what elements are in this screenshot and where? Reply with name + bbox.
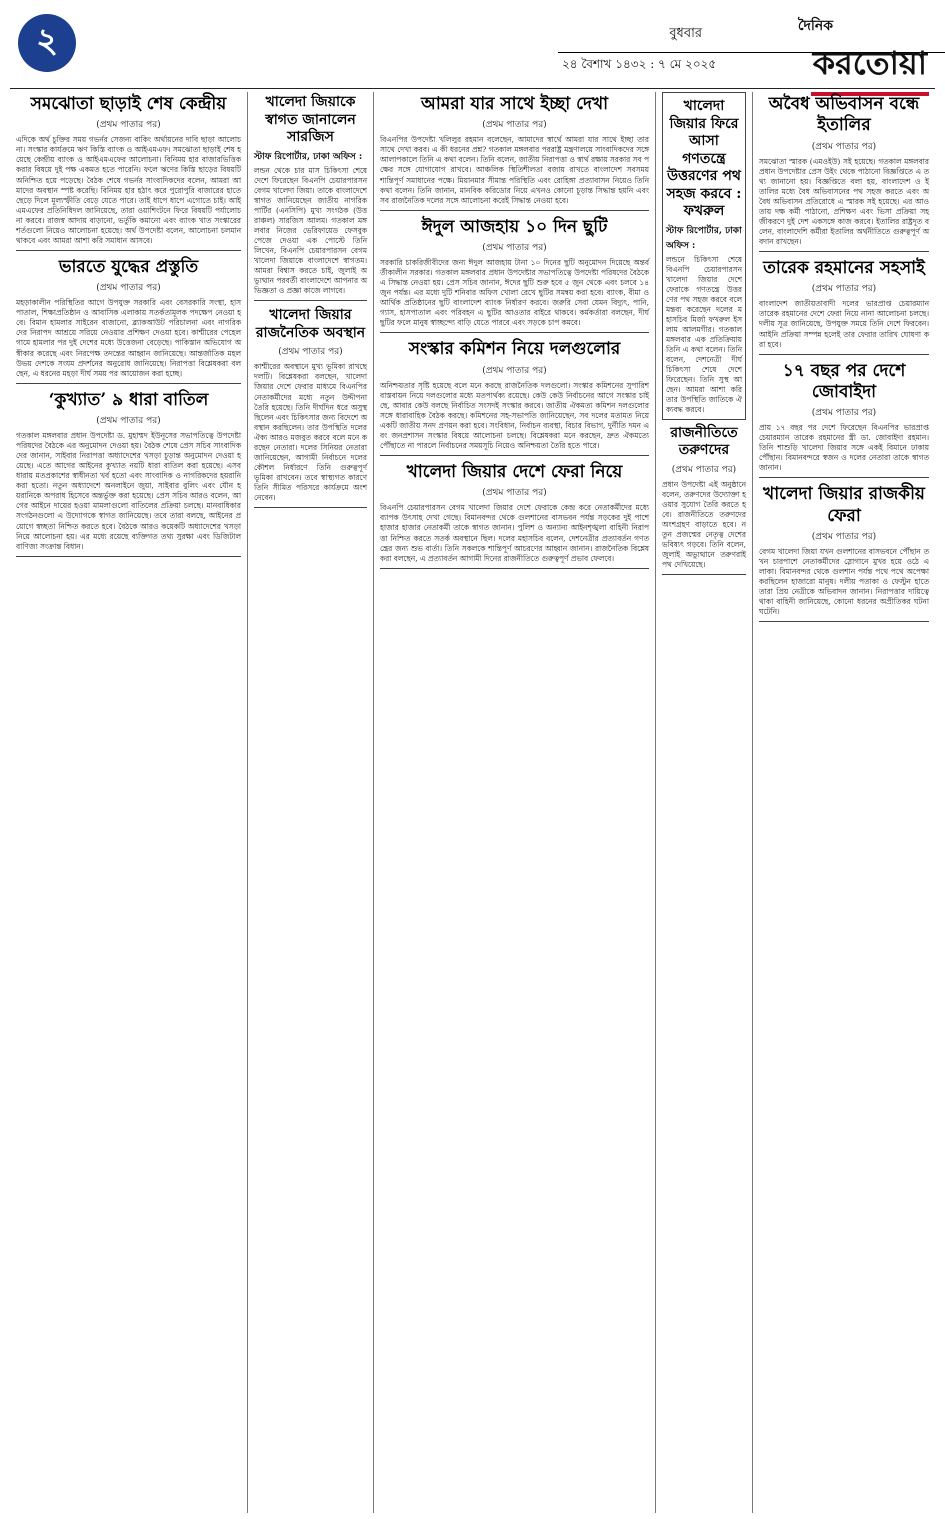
story-headline: অবৈধ অভিবাসন বন্ধে ইতালির <box>768 94 920 136</box>
story-india-war <box>16 257 241 384</box>
column-3 <box>374 92 656 1513</box>
story-body: প্রধান উপদেষ্টা এই অনুষ্ঠানে বলেন, তরুণদের উদ্যোক্তা হওয়ার সুযোগ তৈরি করতে হবে। রাজনীতিতে তরুণদের অংশগ্রহণ বাড়াতে হবে। নতুন প্রজন্মের নেতৃত্ব দেশের ভবিষ্যৎ গড়বে। তিনি বলেন, জুলাই অভ্যুত্থানে তরুণরাই পথ দেখিয়েছে। <box>662 479 746 569</box>
story-byline: (প্রথম পাতার পর) <box>671 464 737 475</box>
story-byline: (প্রথম পাতার পর) <box>96 415 161 426</box>
column-4 <box>656 92 753 1513</box>
logo-small-text: দৈনিক <box>797 18 833 34</box>
story-headline: ‘কুখ্যাত’ ৯ ধারা বাতিল <box>48 389 209 410</box>
story-headline: সমঝোতা ছাড়াই শেষ কেন্দ্রীয় <box>30 94 227 114</box>
issue-date: ২৪ বৈশাখ ১৪৩২ : ৭ মে ২০২৫ <box>562 57 717 71</box>
story-body: মহড়াকালীন পরিস্থিতির আগে উপযুক্ত সরকারি এবং বেসরকারি সংস্থা, হাসপাতাল, শিক্ষাপ্রতিষ্ঠান ও আবাসিক এলাকায় সতর্কতামূলক পদক্ষেপ নেওয়া হবে। বিমান হামলার সাইরেন বাজানো, ব্ল্যাকআউট পরিচালনা এবং নাগরিকদের নিরাপদ আশ্রয়ে সরিয়ে নেওয়ার প্রশিক্ষণ দেওয়া হবে। কাশ্মীরের পেহেলগামে হামলার পর দুই দেশের মধ্যে উত্তেজনা বেড়েছে। পাকিস্তান অভিযোগ অস্বীকার করেছে এবং নিরপেক্ষ তদন্তের আহ্বান জানিয়েছে। আন্তর্জাতিক মহল উভয় দেশকে সংযম প্রদর্শনের অনুরোধ জানিয়েছে। নিরাপত্তা বিশ্লেষকরা বলছেন, এ ধরনের মহড়া দীর্ঘ সময় পর আয়োজন করা হচ্ছে। <box>16 298 241 378</box>
story-headline: ১৭ বছর পর দেশে জোবাইদা <box>782 360 906 402</box>
story-khaleda-position <box>254 307 367 508</box>
story-body: কাশ্মীরের অবস্থানে মুখ্য ভূমিকা রাখছে দলটি। বিশ্লেষকরা বলছেন, খালেদা জিয়ার দেশে ফেরার মাধ্যমে বিএনপির নেতাকর্মীদের মধ্যে নতুন উদ্দীপনা তৈরি হয়েছে। তিনি দীর্ঘদিন ধরে অসুস্থ ছিলেন এবং চিকিৎসার জন্য বিদেশে অবস্থান করছিলেন। তার উপস্থিতি দলের ঐক্য আরও মজবুত করবে বলে মনে করছেন নেতারা। দলের সিনিয়র নেতারা জানিয়েছেন, আগামী নির্বাচনে দলের কৌশল নির্ধারণে তিনি গুরুত্বপূর্ণ ভূমিকা রাখবেন। তবে স্বাস্থ্যগত কারণে তিনি সীমিত পরিসরে কার্যক্রমে অংশ নেবেন। <box>254 362 367 503</box>
story-byline: (প্রথম পাতার পর) <box>482 242 547 253</box>
story-nine-sections <box>16 390 241 557</box>
story-body: লন্ডনে চিকিৎসা শেষে বিএনপি চেয়ারপারসন খালেদা জিয়ার দেশে ফেরাকে গণতন্ত্রে উত্তরণের পথ সহজ করবে বলে মন্তব্য করেছেন দলের মহাসচিব মির্জা ফখরুল ইসলাম আলমগীর। গতকাল মঙ্গলবার এক প্রতিক্রিয়ায় তিনি এ কথা বলেন। তিনি বলেন, দেশনেত্রী দীর্ঘ চিকিৎসা শেষে দেশে ফিরেছেন। তিনি সুস্থ আছেন। আমরা আশা করি তার উপস্থিতি জাতিকে ঐক্যবদ্ধ করবে। <box>666 254 742 415</box>
story-body: বিএনপির উপদেষ্টা খলিলুর রহমান বলেছেন, আমাদের স্বার্থে আমরা যার সাথে ইচ্ছা তার সাথে দেখা করব। এ কী ধরনের প্রশ্ন? গতকাল মঙ্গলবার পররাষ্ট্র মন্ত্রণালয়ে সাংবাদিকদের সঙ্গে আলাপকালে তিনি এ কথা বলেন। তিনি বলেন, জাতীয় নিরাপত্তা ও স্বার্থ রক্ষায় সরকার সব পক্ষের সঙ্গে যোগাযোগ রাখবে। আঞ্চলিক স্থিতিশীলতা বজায় রাখতে বাংলাদেশ সবসময় শান্তিপূর্ণ সমাধানের পক্ষে। মিয়ানমার সীমান্ত পরিস্থিতি এবং রোহিঙ্গা প্রত্যাবাসন নিয়েও তিনি কথা বলেন। তিনি জানান, মানবিক করিডোর নিয়ে এখনও কোনো চূড়ান্ত সিদ্ধান্ত হয়নি এবং সব রাজনৈতিক দলের সঙ্গে আলোচনা করেই সিদ্ধান্ত নেওয়া হবে। <box>380 135 649 205</box>
story-body: এদিকে অর্থ চুক্তির সময় গভর্নর সেজন্য বাকিং অর্থায়নের দাবি ছাড়া আলোচনা। সংস্কার কার্যক্রমে ঋণ কিস্তি ব্যাংক ও আইএমএফ। সমঝোতা ছাড়াই শেষ হয়েছে কেন্দ্রীয় ব্যাংক ও আইএমএফের আলোচনা। বিনিময় হার বাজারভিত্তিক করার বিষয়ে দুই পক্ষ একমত হতে পারেনি। ফলে ঋণের কিস্তি ছাড়ের বিষয়টি অনিশ্চিত হয়ে পড়েছে। বৈঠক শেষে গভর্নর সাংবাদিকদের বলেন, আমরা আমাদের অবস্থান স্পষ্ট করেছি। বিনিময় হার হঠাৎ করে পুরোপুরি বাজারের হাতে ছেড়ে দিলে মূল্যস্ফীতি বেড়ে যেতে পারে। তাই ধাপে ধাপে এগোতে চাই। আইএমএফের প্রতিনিধিদল জানিয়েছে, তারা ওয়াশিংটনে ফিরে বিষয়টি পর্যালোচনা করবে। রাজস্ব আদায় বাড়ানো, ভর্তুকি কমানো এবং ব্যাংক খাত সংস্কারের শর্তগুলো নিয়েও আলোচনা হয়েছে। অর্থ উপদেষ্টা বলেন, আলোচনা চলমান থাকবে এবং আমরা আশা করি সমাধান আসবে। <box>16 135 241 245</box>
story-reform-commission <box>380 339 649 456</box>
column-2 <box>248 92 374 1513</box>
story-headline: খালেদা জিয়ার রাজকীয় ফেরা <box>763 484 925 526</box>
story-byline: (প্রথম পাতার পর) <box>278 347 343 358</box>
story-headline: ভারতে যুদ্ধের প্রস্তুতি <box>58 256 199 277</box>
story-meet-anyone <box>380 94 649 211</box>
story-headline: ঈদুল আজহায় ১০ দিন ছুটি <box>421 216 608 237</box>
story-tarique <box>759 258 929 355</box>
issue-day: বুধবার <box>669 26 702 41</box>
story-body: প্রায় ১৭ বছর পর দেশে ফিরেছেন বিএনপির ভারপ্রাপ্ত চেয়ারম্যান তারেক রহমানের স্ত্রী ডা. জোবাইদা রহমান। তিনি শাশুড়ি খালেদা জিয়ার সঙ্গে একই বিমানে ঢাকায় পৌঁছান। বিমানবন্দরে স্বজন ও দলের নেতারা তাকে স্বাগত জানান। <box>759 423 929 473</box>
story-byline: (প্রথম পাতার পর) <box>811 408 877 419</box>
column-1 <box>10 92 248 1513</box>
story-fakhrul <box>662 92 746 420</box>
story-body: সমঝোতা স্মারক (এমওইউ) সই হয়েছে। গতকাল মঙ্গলবার প্রধান উপদেষ্টার প্রেস উইং থেকে পাঠানো বিজ্ঞপ্তিতে এ তথ্য জানানো হয়। বিজ্ঞপ্তিতে বলা হয়, বাংলাদেশ ও ইতালির মধ্যে বৈধ অভিবাসনের পথ সহজ করতে এবং অবৈধ অভিবাসন প্রতিরোধে এ স্মারক সই হয়েছে। এর আওতায় দক্ষ কর্মী পাঠানো, প্রশিক্ষণ এবং ভিসা প্রক্রিয়া সহজীকরণে দুই দেশ একসঙ্গে কাজ করবে। ইতালির রাষ্ট্রদূত বলেন, বাংলাদেশি কর্মীরা ইতালির অর্থনীতিতে গুরুত্বপূর্ণ অবদান রাখছেন। <box>759 156 929 246</box>
story-body: অনিশ্চয়তার সৃষ্টি হয়েছে বলে মনে করছে রাজনৈতিক দলগুলো। সংস্কার কমিশনের সুপারিশ বাস্তবায়ন নিয়ে দলগুলোর মধ্যে মতপার্থক্য রয়েছে। কেউ কেউ নির্বাচনের আগে সংস্কার চাইছে, আবার কেউ বলছে নির্বাচিত সংসদই সংস্কার করবে। জাতীয় ঐকমত্য কমিশন দলগুলোর সঙ্গে ধারাবাহিক বৈঠক করছে। কমিশনের সহ-সভাপতি জানিয়েছেন, সব দলের মতামত নিয়ে একটি জাতীয় সনদ প্রণয়ন করা হবে। সংবিধান, নির্বাচন ব্যবস্থা, বিচার বিভাগ, দুর্নীতি দমন এবং জনপ্রশাসন সংস্কার বিষয়ে আলোচনা চলছে। বিশ্লেষকরা মনে করছেন, দ্রুত ঐকমত্যে পৌঁছাতে না পারলে নির্বাচনের সময়সূচি নিয়েও অনিশ্চয়তা তৈরি হতে পারে। <box>380 380 649 450</box>
story-byline: (প্রথম পাতার পর) <box>96 283 161 294</box>
story-byline: (প্রথম পাতার পর) <box>482 488 547 499</box>
masthead <box>10 8 935 89</box>
story-italy-migration <box>759 94 929 252</box>
story-byline: (প্রথম পাতার পর) <box>96 120 161 131</box>
story-headline: আমরা যার সাথে ইচ্ছা দেখা <box>420 94 609 114</box>
story-byline: (প্রথম পাতার পর) <box>811 531 877 542</box>
story-credit: স্টাফ রিপোর্টার, ঢাকা অফিস : <box>666 225 742 251</box>
logo-main-text: করতোয়া <box>811 38 929 96</box>
story-sarjis <box>254 94 367 301</box>
story-body: বাংলাদেশ জাতীয়তাবাদী দলের ভারপ্রাপ্ত চেয়ারম্যান তারেক রহমানের দেশে ফেরা নিয়ে নানা আলোচনা চলছে। দলীয় সূত্র জানিয়েছে, উপযুক্ত সময়ে তিনি দেশে ফিরবেন। আইনি প্রক্রিয়া সম্পন্ন হলেই তার ফেরার তারিখ ঘোষণা করা হবে। <box>759 299 929 349</box>
story-youth-politics <box>662 425 746 576</box>
story-headline: খালেদা জিয়াকে স্বাগত জানালেন সারজিস <box>265 94 356 145</box>
story-body: বিএনপি চেয়ারপারসন বেগম খালেদা জিয়ার দেশে ফেরাকে কেন্দ্র করে নেতাকর্মীদের মধ্যে ব্যাপক উৎসাহ দেখা গেছে। বিমানবন্দর থেকে গুলশানের বাসভবন পর্যন্ত সড়কের দুই পাশে হাজার হাজার নেতাকর্মী তাকে স্বাগত জানান। পুলিশ ও অন্যান্য আইনশৃঙ্খলা বাহিনী নিরাপত্তা নিশ্চিত করতে সতর্ক অবস্থানে ছিল। দলের মহাসচিব বলেন, দেশনেত্রীর প্রত্যাবর্তন গণতন্ত্রের জন্য শুভ বার্তা। তিনি সকলকে শান্তিপূর্ণ আচরণের আহ্বান জানান। রাজনৈতিক বিশ্লেষকরা বলছেন, এ প্রত্যাবর্তন আগামী দিনের রাজনীতিতে গুরুত্বপূর্ণ প্রভাব ফেলবে। <box>380 503 649 563</box>
story-body: সরকারি চাকরিজীবীদের জন্য ঈদুল আজহায় টানা ১০ দিনের ছুটি অনুমোদন দিয়েছে অন্তর্বর্তীকালীন সরকার। গতকাল মঙ্গলবার প্রধান উপদেষ্টার সভাপতিত্বে উপদেষ্টা পরিষদের বৈঠকে এ সিদ্ধান্ত নেওয়া হয়। প্রেস সচিব জানান, ঈদের ছুটি শুরু হবে ৫ জুন থেকে এবং চলবে ১৪ জুন পর্যন্ত। এর মধ্যে দুটি শনিবার অফিস খোলা রেখে ছুটির সমন্বয় করা হবে। ব্যাংক, বীমা ও আর্থিক প্রতিষ্ঠানের ছুটি বাংলাদেশ ব্যাংক নির্ধারণ করবে। জরুরি সেবা যেমন বিদ্যুৎ, পানি, গ্যাস, হাসপাতাল এবং পরিবহন এ ছুটির আওতার বাইরে থাকবে। কর্মকর্তারা বলছেন, দীর্ঘ ছুটির ফলে মানুষ স্বাচ্ছন্দ্যে বাড়ি যেতে পারবে এবং সড়কে চাপ কমবে। <box>380 257 649 328</box>
story-byline: (প্রথম পাতার পর) <box>482 365 547 376</box>
story-headline: খালেদা জিয়ার দেশে ফেরা নিয়ে <box>406 462 623 483</box>
story-headline: রাজনীতিতে তরুণদের <box>670 424 738 458</box>
columns-grid <box>10 92 935 1513</box>
story-byline: (প্রথম পাতার পর) <box>482 120 547 131</box>
story-royal-return <box>759 484 929 622</box>
newspaper-logo <box>779 12 929 82</box>
story-body: গতকাল মঙ্গলবার প্রধান উপদেষ্টা ড. মুহাম্মদ ইউনূসের সভাপতিত্বে উপদেষ্টা পরিষদের বৈঠকে এর অনুমোদন দেওয়া হয়। বৈঠক শেষে প্রেস সচিব সাংবাদিকদের জানান, সাইবার নিরাপত্তা অধ্যাদেশের খসড়া চূড়ান্ত অনুমোদন দেওয়া হয়েছে। এতে আগের আইনের কুখ্যাত নয়টি ধারা বাতিল করা হয়েছে। এসব ধারায় মতপ্রকাশের স্বাধীনতা খর্ব হতো এবং সাংবাদিক ও নাগরিকদের হয়রানি করা হতো। নতুন অধ্যাদেশে অনলাইনে জুয়া, সাইবার বুলিং এবং যৌন হয়রানিকে অপরাধ হিসেবে অন্তর্ভুক্ত করা হয়েছে। প্রেস সচিব আরও বলেন, আগের আইনে দায়ের হওয়া মামলাগুলো বাতিলের প্রক্রিয়া চলছে। মানবাধিকার সংগঠনগুলো এ উদ্যোগকে স্বাগত জানিয়েছে। তবে তারা বলছে, আইনের প্রয়োগে স্বচ্ছতা নিশ্চিত করতে হবে। বৈঠকে আরও কয়েকটি অধ্যাদেশের খসড়া নিয়ে আলোচনা হয়। এর মধ্যে রয়েছে ব্যক্তিগত তথ্য সুরক্ষা এবং ডিজিটাল বাণিজ্য সংক্রান্ত বিধান। <box>16 430 241 551</box>
story-somjhota <box>16 94 241 251</box>
story-zubaida <box>759 361 929 479</box>
story-headline: খালেদা জিয়ার ফিরে আসা গণতন্ত্রে উত্তরণের পথ সহজ করবে : ফখরুল <box>666 98 742 219</box>
story-eid-holiday <box>380 217 649 334</box>
story-headline: তারেক রহমানের সহসাই <box>763 258 925 279</box>
story-body: বেগম খালেদা জিয়া যখন গুলশানের বাসভবনে পৌঁছান তখন চারপাশে নেতাকর্মীদের স্লোগানে মুখর হয়ে ওঠে এলাকা। বিমানবন্দর থেকে গুলশান পর্যন্ত পথে পথে অপেক্ষা করছিলেন হাজারো মানুষ। দলীয় পতাকা ও ফেস্টুন হাতে তারা প্রিয় নেত্রীকে অভিবাদন জানান। নিরাপত্তার দায়িত্বে থাকা বাহিনী জানিয়েছে, কোনো ধরনের অপ্রীতিকর ঘটনা ঘটেনি। <box>759 546 929 617</box>
story-byline: (প্রথম পাতার পর) <box>811 284 877 295</box>
story-headline: খালেদা জিয়ার রাজনৈতিক অবস্থান <box>255 307 366 341</box>
column-5 <box>753 92 935 1513</box>
story-credit: স্টাফ রিপোর্টার, ঢাকা অফিস : <box>254 151 363 162</box>
story-khaleda-return <box>380 462 649 569</box>
story-headline: সংস্কার কমিশন নিয়ে দলগুলোর <box>408 339 621 360</box>
story-byline: (প্রথম পাতার পর) <box>811 141 877 152</box>
page-number-badge: ২ <box>18 14 76 72</box>
story-body: লন্ডন থেকে চার মাস চিকিৎসা শেষে দেশে ফিরেছেন বিএনপি চেয়ারপারসন বেগম খালেদা জিয়া। তাকে বাংলাদেশে স্বাগত জানিয়েছেন জাতীয় নাগরিক পার্টির (এনসিপি) মুখ্য সংগঠক (উত্তরাঞ্চল) সারজিস আলম। গতকাল মঙ্গলবার নিজের ভেরিফায়েড ফেসবুক পেজে দেওয়া এক পোস্টে তিনি লিখেন, বিএনপি চেয়ারপারসন বেগম খালেদা জিয়াকে বাংলাদেশে স্বাগতম। আমরা বিশ্বাস করতে চাই, জুলাই অভ্যুত্থান পরবর্তী বাংলাদেশে আপনার অভিজ্ঞতা ও প্রজ্ঞা কাজে লাগবে। <box>254 165 367 296</box>
